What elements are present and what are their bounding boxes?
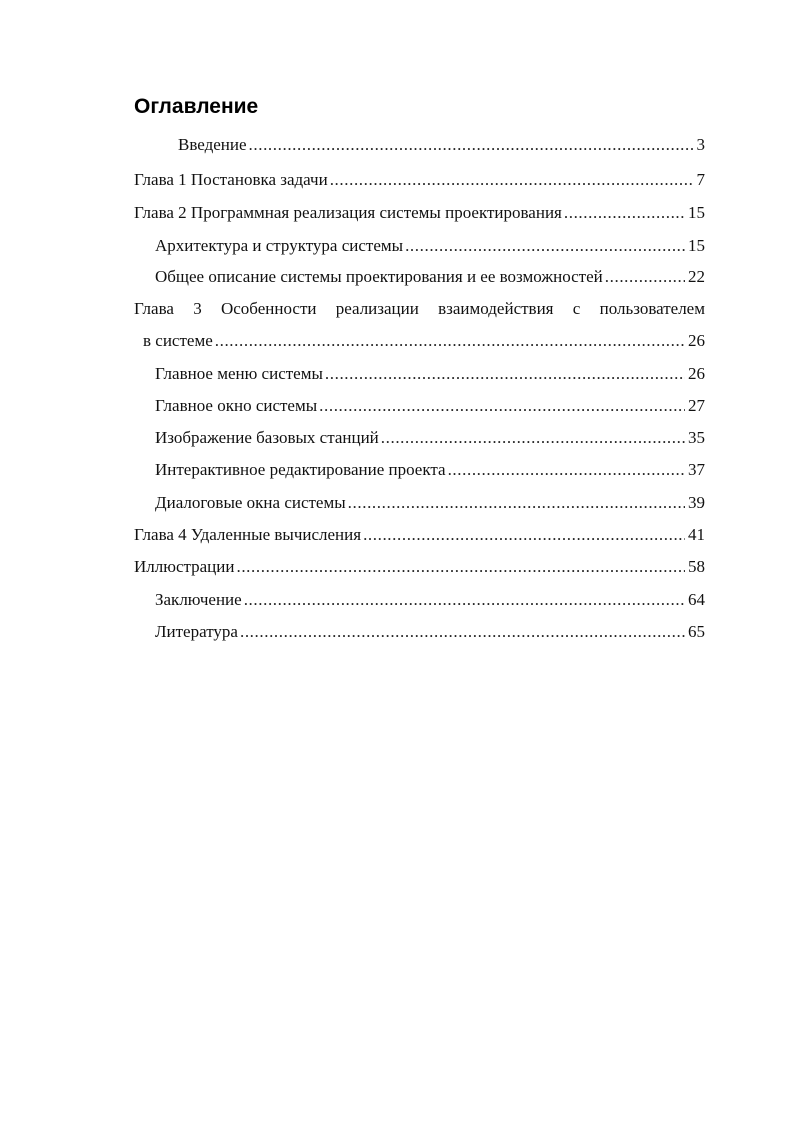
toc-entry-label: Диалоговые окна системы	[155, 493, 346, 512]
toc-entry-page: 39	[688, 493, 705, 512]
toc-entry-chapter-3-line-1[interactable]	[134, 297, 705, 321]
toc-entry-page: 26	[688, 364, 705, 383]
toc-entry-label: Литература	[155, 622, 238, 641]
toc-entry-label: Введение	[178, 135, 247, 154]
toc-entry-page: 7	[696, 170, 705, 189]
toc-entry-label: Общее описание системы проектирования и ее возможностей	[155, 267, 603, 286]
dot-leader	[363, 523, 685, 547]
dot-leader	[381, 426, 685, 450]
toc-entry-system-overview[interactable]	[155, 265, 705, 289]
dot-leader	[319, 394, 685, 418]
toc-entry-label: Глава 4 Удаленные вычисления	[134, 525, 362, 544]
toc-entry-page: 37	[688, 460, 705, 479]
toc-entry-label: Иллюстрации	[134, 557, 235, 576]
toc-entry-chapter-2[interactable]	[134, 201, 705, 225]
toc-entry-label: Архитектура и структура системы	[155, 236, 404, 255]
dot-leader	[325, 362, 685, 386]
toc-entry-page: 64	[688, 590, 705, 609]
dot-leader	[605, 265, 685, 289]
toc-entry-label: Главное меню системы	[155, 364, 323, 383]
toc-entry-page: 65	[688, 622, 705, 641]
toc-entry-page: 35	[688, 428, 705, 447]
toc-entry-literature[interactable]	[155, 620, 705, 644]
dot-leader	[564, 201, 685, 225]
dot-leader	[236, 555, 685, 579]
toc-entry-chapter-3-line-2[interactable]	[143, 329, 705, 353]
toc-entry-chapter-1[interactable]	[134, 168, 705, 192]
page-title: Оглавление	[134, 95, 259, 118]
toc-entry-label: Глава 1 Постановка задачи	[134, 170, 328, 189]
dot-leader	[348, 491, 685, 515]
dot-leader	[448, 458, 685, 482]
toc-entry-conclusion[interactable]	[155, 588, 705, 612]
toc-entry-page: 58	[688, 557, 705, 576]
toc-entry-base-stations[interactable]	[155, 426, 705, 450]
toc-entry-architecture[interactable]	[155, 234, 705, 258]
toc-entry-main-menu[interactable]	[155, 362, 705, 386]
toc-entry-chapter-4[interactable]	[134, 523, 705, 547]
toc-entry-label: в системе	[143, 331, 213, 350]
toc-entry-main-window[interactable]	[155, 394, 705, 418]
toc-entry-page: 41	[688, 525, 705, 544]
toc-entry-page: 27	[688, 396, 705, 415]
toc-entry-dialog-windows[interactable]	[155, 491, 705, 515]
dot-leader	[330, 168, 694, 192]
toc-entry-page: 15	[688, 236, 705, 255]
toc-entry-introduction[interactable]	[178, 133, 705, 157]
dot-leader	[249, 133, 694, 157]
toc-entry-page: 22	[688, 267, 705, 286]
toc-entry-page: 15	[688, 203, 705, 222]
toc-entry-label: Глава 2 Программная реализация системы проектирования	[134, 203, 562, 222]
dot-leader	[405, 234, 685, 258]
dot-leader	[240, 620, 685, 644]
toc-entry-label: Интерактивное редактирование проекта	[155, 460, 446, 479]
dot-leader	[244, 588, 685, 612]
toc-entry-page: 26	[688, 331, 705, 350]
toc-entry-label: Глава 3 Особенности реализации взаимодействия с пользователем	[134, 299, 705, 318]
toc-entry-page: 3	[696, 135, 705, 154]
toc-entry-label: Изображение базовых станций	[155, 428, 379, 447]
toc-entry-illustrations[interactable]	[134, 555, 705, 579]
dot-leader	[215, 329, 685, 353]
toc-entry-interactive-editing[interactable]	[155, 458, 705, 482]
toc-entry-label: Заключение	[155, 590, 242, 609]
toc-entry-label: Главное окно системы	[155, 396, 318, 415]
